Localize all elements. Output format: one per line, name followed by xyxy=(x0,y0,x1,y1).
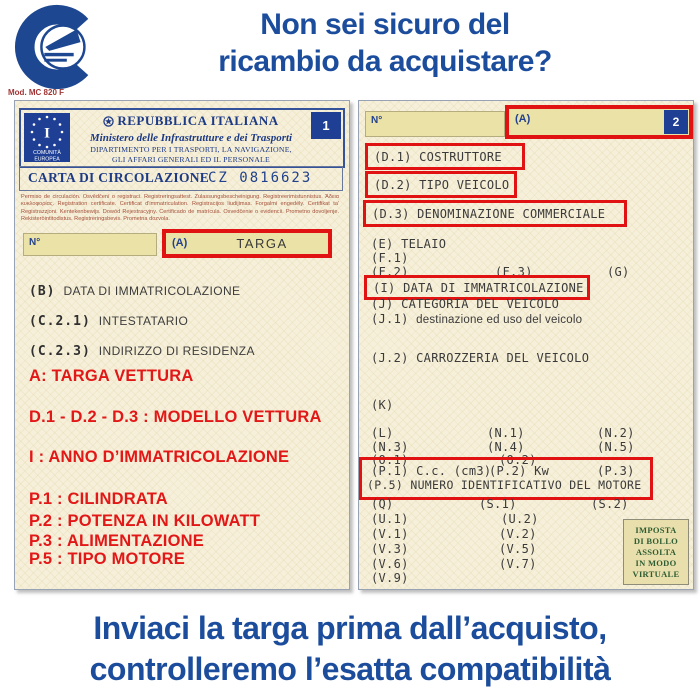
field-p5: (P.5) NUMERO IDENTIFICATIVO DEL MOTORE xyxy=(367,478,642,492)
field-o2: (O.2) xyxy=(499,453,537,467)
page-title-line2: ricambio da acquistare? xyxy=(218,45,552,78)
field-j1-label: destinazione ed uso del veicolo xyxy=(416,314,583,326)
highlight-costruttore-box: (D.1) COSTRUTTORE xyxy=(365,143,525,170)
field-p1: (P.1) C.c. (cm3) xyxy=(371,464,492,478)
field-v6: (V.6) xyxy=(371,557,409,571)
highlight-denominazione-box: (D.3) DENOMINAZIONE COMMERCIALE xyxy=(363,200,627,227)
field-v7: (V.7) xyxy=(499,557,537,571)
field-p2: (P.2) Kw xyxy=(489,464,550,478)
field-v3: (V.3) xyxy=(371,542,409,556)
field-a-code: (A) xyxy=(172,237,188,249)
number-field xyxy=(23,233,157,256)
field-f3: (F.3) xyxy=(495,265,533,279)
field-c21-code: (C.2.1) xyxy=(29,314,91,329)
field-c21-label: INTESTATARIO xyxy=(98,314,189,328)
field-u2: (U.2) xyxy=(501,512,539,526)
imposta-di-bollo-stamp xyxy=(623,519,689,585)
field-s2: (S.2) xyxy=(591,497,629,511)
stamp-line1: IMPOSTA xyxy=(635,525,677,535)
eu-stars-icon xyxy=(24,113,70,162)
number-field-2-label: N° xyxy=(371,115,383,126)
highlight-targa-box xyxy=(162,229,332,258)
field-s1: (S.1) xyxy=(479,497,517,511)
company-logo xyxy=(10,2,108,92)
highlight-targa-box-2 xyxy=(505,105,693,139)
field-a-value: TARGA xyxy=(236,236,288,251)
stamp-line3: ASSOLTA xyxy=(635,547,677,557)
footer-message xyxy=(0,608,700,690)
page-title-line1: Non sei sicuro del xyxy=(260,8,510,41)
document-title: CARTA DI CIRCOLAZIONE xyxy=(28,170,210,185)
annotation-cilindrata: P.1 : CILINDRATA xyxy=(29,490,168,508)
annotation-alimentazione: P.3 : ALIMENTAZIONE xyxy=(29,532,204,550)
field-b-code: (B) xyxy=(29,284,56,299)
field-n5: (N.5) xyxy=(597,440,635,454)
field-j1 xyxy=(371,312,582,326)
field-c21-row xyxy=(29,312,188,330)
number-field-2 xyxy=(365,111,505,137)
number-field-label: N° xyxy=(29,237,41,248)
carta-di-circolazione-page1 xyxy=(14,100,350,590)
form-model-label: Mod. MC 820 F xyxy=(8,88,65,97)
ministry-title: Ministero delle Infrastrutture e dei Trasporti xyxy=(89,132,293,144)
stamp-line2: DI BOLLO xyxy=(633,536,679,546)
annotation-tipo-motore: P.5 : TIPO MOTORE xyxy=(29,550,185,568)
department-line2: GLI AFFARI GENERALI ED IL PERSONALE xyxy=(112,155,270,164)
field-g: (G) xyxy=(607,265,630,279)
footer-line2: controlleremo l’esatta compatibilità xyxy=(89,651,611,687)
field-n2: (N.2) xyxy=(597,426,635,440)
annotation-targa: A: TARGA VETTURA xyxy=(29,367,194,385)
eu-label-line2: EUROPEA xyxy=(34,156,60,162)
department-line1: DIPARTIMENTO PER I TRASPORTI, LA NAVIGAZIONE, xyxy=(90,145,292,154)
stamp-line4: IN MODO xyxy=(635,558,677,568)
field-n4: (N.4) xyxy=(487,440,525,454)
field-f1: (F.1) xyxy=(371,251,409,265)
carta-di-circolazione-page2 xyxy=(358,100,694,590)
highlight-immatricolazione-box: (I) DATA DI IMMATRICOLAZIONE xyxy=(364,275,590,300)
annotation-potenza: P.2 : POTENZA IN KILOWATT xyxy=(29,512,261,530)
field-o1: (O.1) xyxy=(371,453,409,467)
field-l: (L) xyxy=(371,426,394,440)
field-j2: (J.2) CARROZZERIA DEL VEICOLO xyxy=(371,351,590,365)
field-n1: (N.1) xyxy=(487,426,525,440)
field-b-label: DATA DI IMMATRICOLAZIONE xyxy=(63,284,241,298)
footer-line1: Inviaci la targa prima dall’acquisto, xyxy=(93,610,607,646)
field-v5: (V.5) xyxy=(499,542,537,556)
republic-title xyxy=(73,113,309,131)
eu-flag-box xyxy=(24,113,70,162)
field-j1-code: (J.1) xyxy=(371,312,409,326)
page-title xyxy=(110,6,660,80)
eu-label-line1: COMUNITÀ xyxy=(33,150,61,156)
company-logo-icon xyxy=(10,2,108,92)
field-k: (K) xyxy=(371,398,394,412)
field-a2-code: (A) xyxy=(515,113,531,125)
multilingual-legend: Permiso de circulación. Osvědčení o registraci. Registreringsattest. Zulassungsbescheinigung. Registreerimistunnistus. Άδεια κυκλοφορίας. Registration certificate. Certificat d'immatriculation. Registracijos liudijimas. Forgalmi engedély. Certifikat ta' Registrazzjoni. Kentekenbewijs. Dowód Rejestracyjny. Certificado de matrícula. Osvedčenie o evidencii. Prometno dovoljenje. Rekisteröintitodistus. Registreringsbevis. Prometna dozvola. xyxy=(21,194,339,223)
field-p3: (P.3) xyxy=(597,464,635,478)
eu-country-letter: I xyxy=(44,125,50,142)
field-n3: (N.3) xyxy=(371,440,409,454)
field-c23-row xyxy=(29,342,255,360)
field-v2: (V.2) xyxy=(499,527,537,541)
field-v1: (V.1) xyxy=(371,527,409,541)
field-c23-code: (C.2.3) xyxy=(29,344,91,359)
field-e: (E) TELAIO xyxy=(371,237,447,251)
stamp-line5: VIRTUALE xyxy=(632,569,680,579)
field-c23-label: INDIRIZZO DI RESIDENZA xyxy=(98,344,255,358)
annotation-anno: I : ANNO D’IMMATRICOLAZIONE xyxy=(29,448,290,466)
page-number-badge-1: 1 xyxy=(311,112,341,139)
highlight-tipo-veicolo-box: (D.2) TIPO VEICOLO xyxy=(365,171,517,198)
document-header xyxy=(19,108,345,168)
field-q: (Q) xyxy=(371,497,394,511)
republic-title-text: REPUBBLICA ITALIANA xyxy=(117,113,279,128)
page-number-badge-2: 2 xyxy=(664,110,688,134)
document-serial-number: CZ 0816623 xyxy=(208,170,313,186)
field-f2: (F.2) xyxy=(371,265,409,279)
header-titles xyxy=(73,111,309,164)
italy-emblem-icon xyxy=(103,115,114,131)
field-v9: (V.9) xyxy=(371,571,409,585)
field-b-row xyxy=(29,282,240,300)
field-j: (J) CATEGORIA DEL VEICOLO xyxy=(371,297,560,311)
annotation-modello: D.1 - D.2 - D.3 : MODELLO VETTURA xyxy=(29,408,322,426)
field-u1: (U.1) xyxy=(371,512,409,526)
document-title-row xyxy=(19,166,343,191)
